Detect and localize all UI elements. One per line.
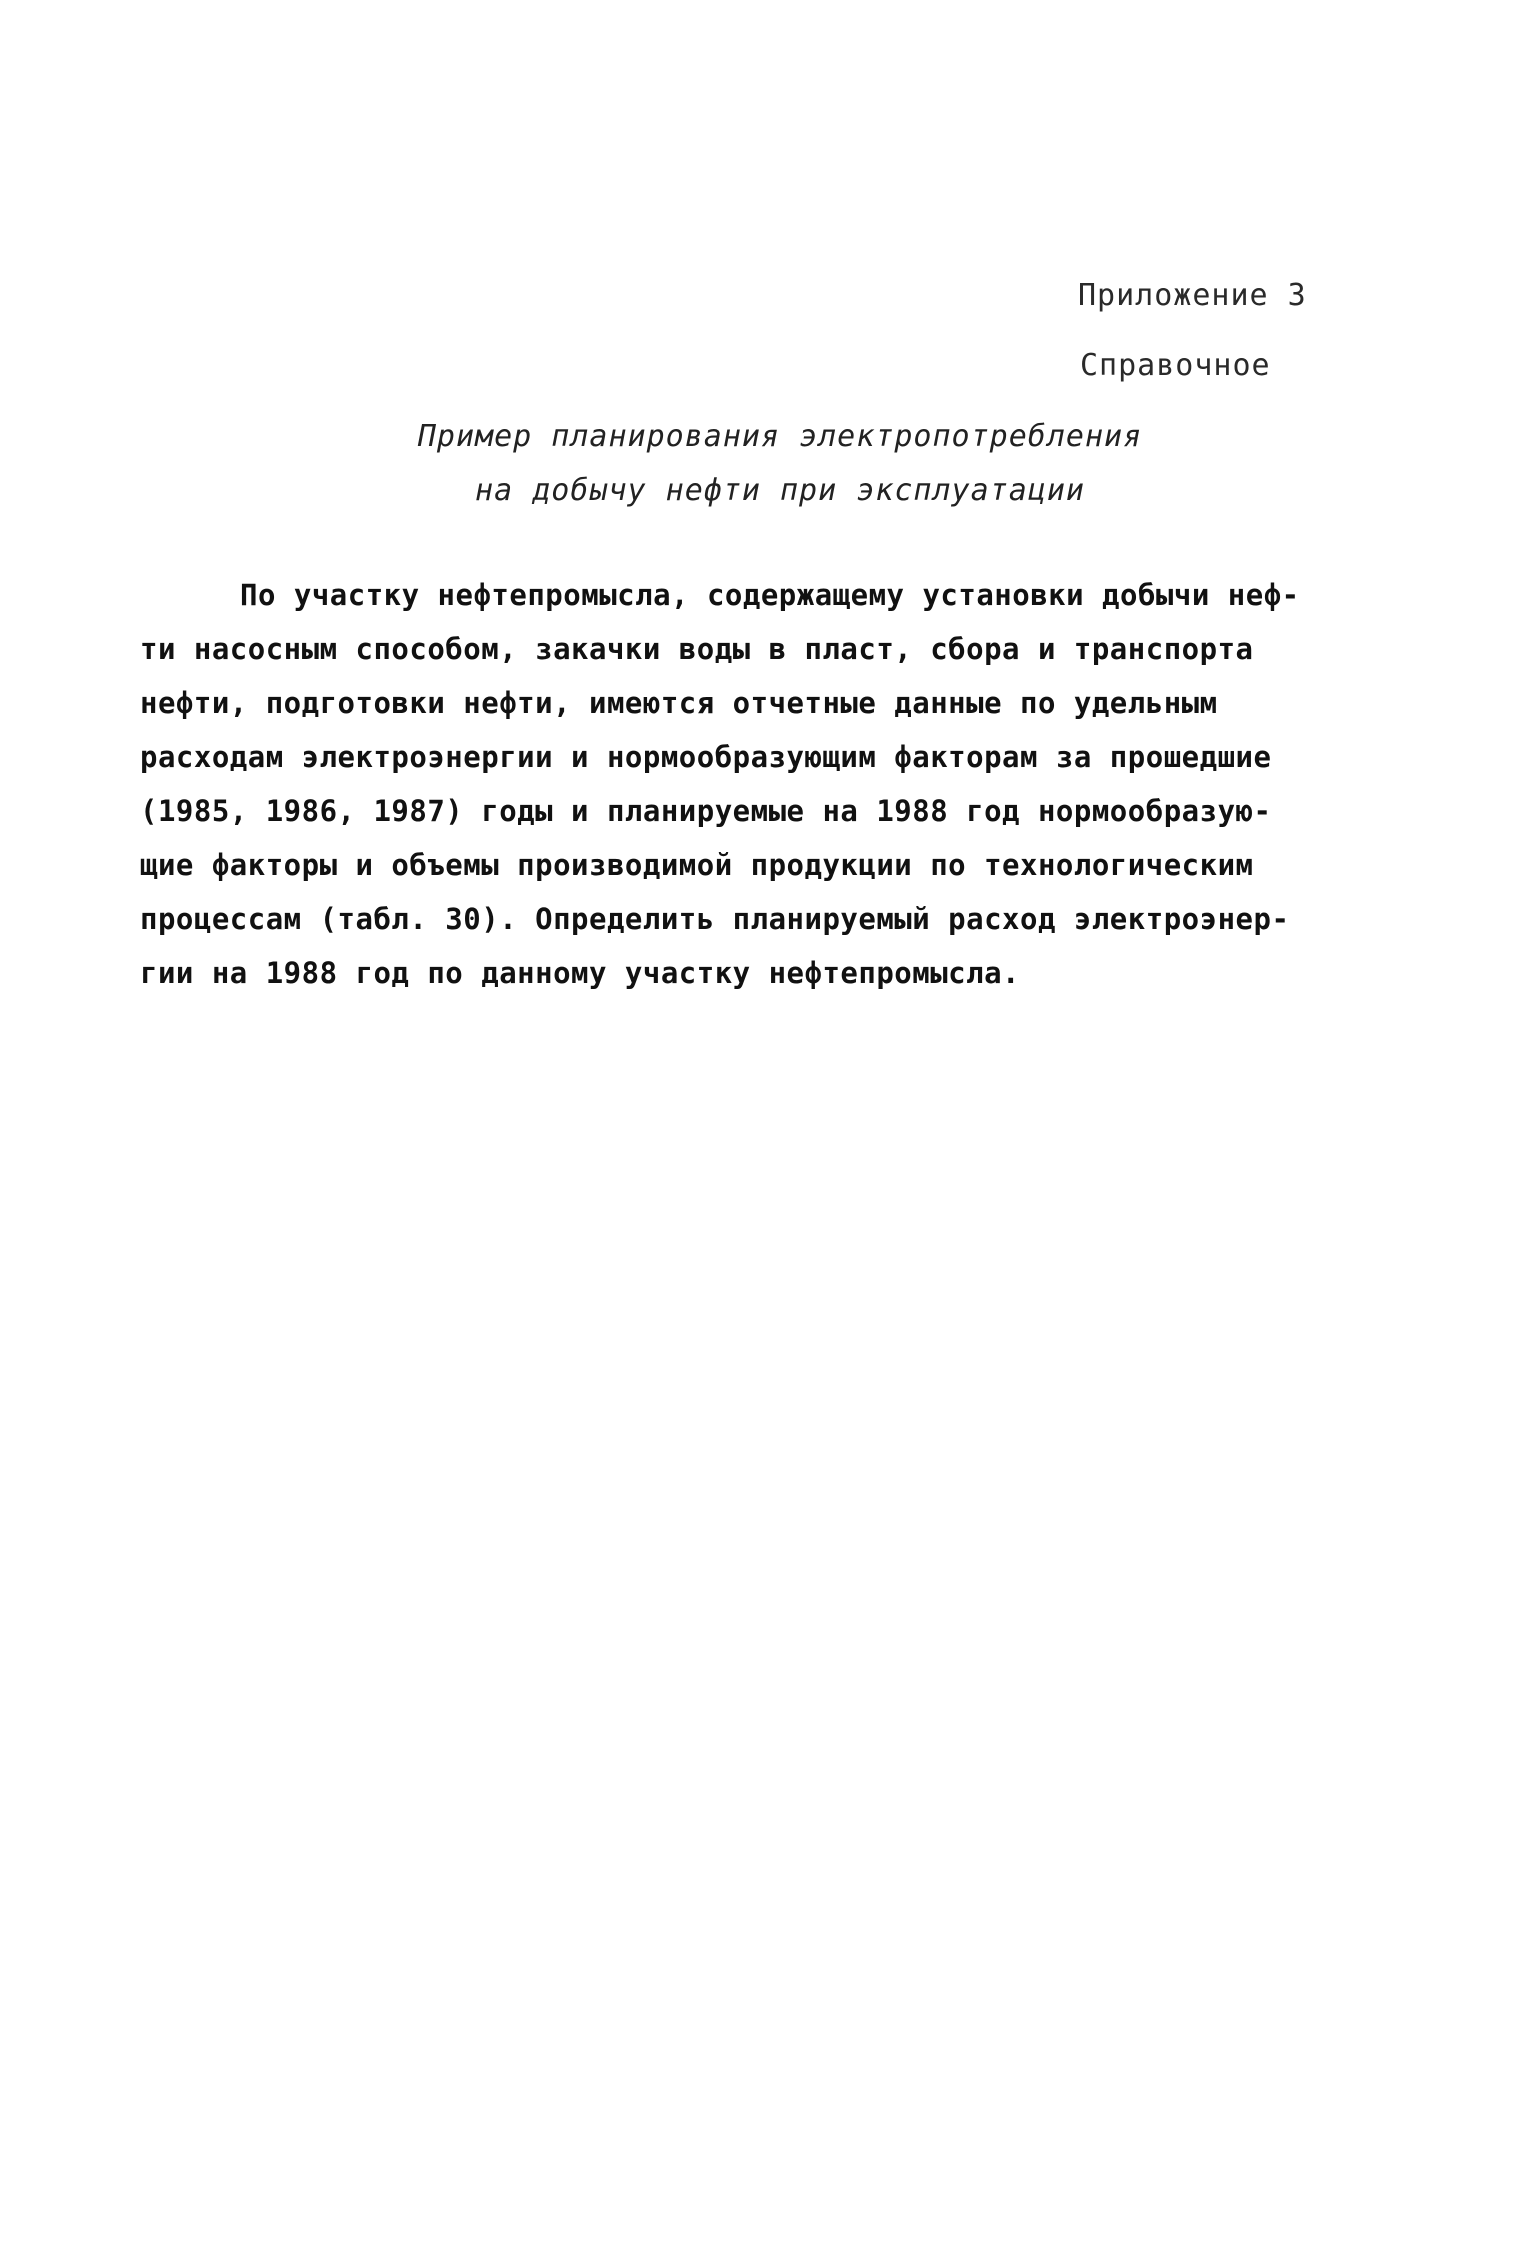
paragraph-line: гии на 1988 год по данному участку нефтепромысла. [140, 956, 1021, 990]
paragraph-line: нефти, подготовки нефти, имеются отчетные данные по удельным [140, 686, 1218, 720]
reference-label: Справочное [1080, 348, 1271, 383]
paragraph-line: щие факторы и объемы производимой продукции по технологическим [140, 848, 1254, 882]
paragraph-line: расходам электроэнергии и нормообразующим факторам за прошедшие [140, 740, 1272, 774]
body-paragraph [140, 568, 1420, 1000]
title-line: Пример планирования электропотребления [417, 419, 1143, 454]
example-title [330, 410, 1230, 518]
paragraph-line: ти насосным способом, закачки воды в пласт, сбора и транспорта [140, 632, 1254, 666]
appendix-label: Приложение 3 [1078, 278, 1307, 313]
paragraph-line: процессам (табл. 30). Определить планируемый расход электроэнер- [140, 902, 1290, 936]
paragraph-line: По участку нефтепромысла, содержащему установки добычи неф- [240, 578, 1300, 612]
paragraph-line: (1985, 1986, 1987) годы и планируемые на 1988 год нормообразую- [140, 794, 1272, 828]
title-line: на добычу нефти при эксплуатации [475, 473, 1085, 508]
